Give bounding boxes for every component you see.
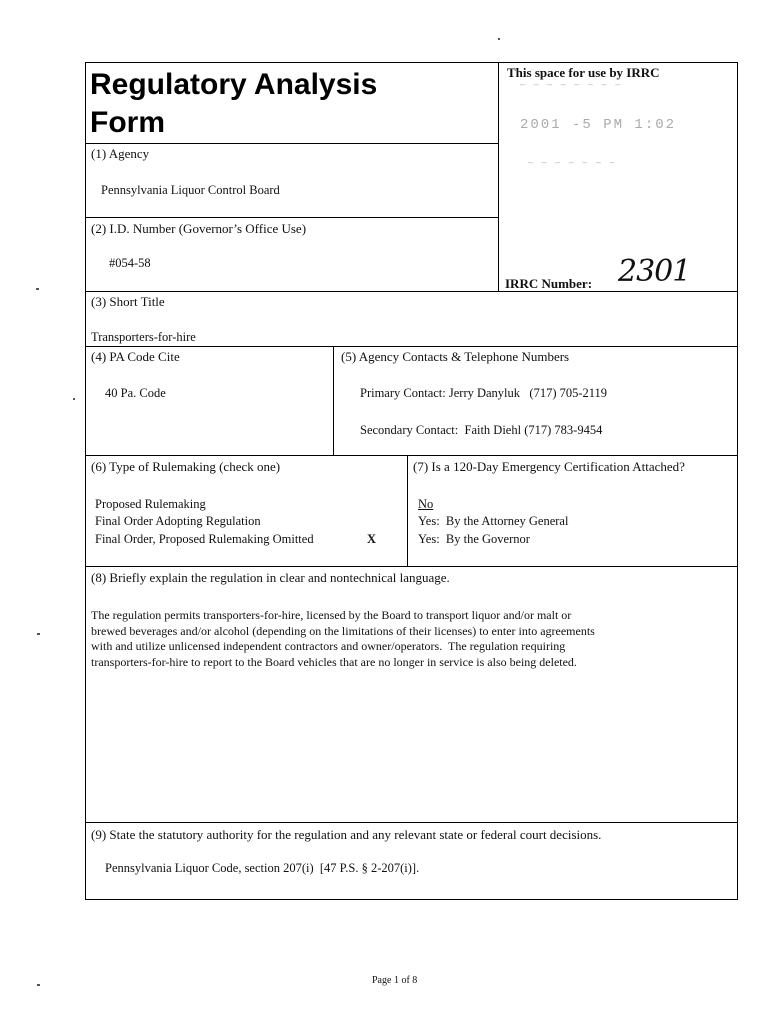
agency-label: (1) Agency [91,146,150,161]
contacts-label: (5) Agency Contacts & Telephone Numbers [341,349,570,364]
explain-line-1: The regulation permits transporters-for-hire, licensed by the Board to transport liquor and/or malt or [91,608,572,622]
emergency-yes-attorney-general: Yes: By the Attorney General [418,514,569,528]
explain-line-4: transporters-for-hire to report to the Board vehicles that are no longer in service is also being deleted. [91,654,577,669]
code-cite-value: 40 Pa. Code [105,386,166,400]
received-stamp-line2: 2001 -5 PM 1:02 [520,117,677,133]
emergency-no: No [418,497,434,511]
explain-label: (8) Briefly explain the regulation in clear and nontechnical language. [91,570,450,585]
irrc-header: This space for use by IRRC [507,65,660,80]
emergency-label: (7) Is a 120-Day Emergency Certification Attached? [413,459,685,474]
form-title-line1: Regulatory Analysis [90,68,378,101]
scan-speck [36,288,39,290]
page-number: Page 1 of 8 [372,975,418,986]
scan-speck [37,633,40,635]
primary-contact: Primary Contact: Jerry Danyluk (717) 705-2119 [360,386,608,400]
short-title-label: (3) Short Title [91,294,165,309]
rulemaking-option-final-omitted: Final Order, Proposed Rulemaking Omitted [95,532,314,546]
explain-line-3: with and utilize unlicensed independent contractors and owner/operators. The regulation requiring [91,639,566,653]
code-cite-label: (4) PA Code Cite [91,349,180,364]
form-title [90,66,377,142]
emergency-yes-governor: Yes: By the Governor [418,532,530,546]
rulemaking-option-final-adopting: Final Order Adopting Regulation [95,514,261,528]
explain-paragraph [91,608,731,670]
irrc-number-handwritten: 2301 [618,254,691,289]
authority-label: (9) State the statutory authority for the regulation and any relevant state or federal court decisions. [91,827,602,842]
agency-value: Pennsylvania Liquor Control Board [101,183,280,197]
received-stamp-line3: — — — — — — — [528,159,617,168]
rulemaking-label: (6) Type of Rulemaking (check one) [91,459,281,474]
id-number-label: (2) I.D. Number (Governor’s Office Use) [91,221,307,236]
id-number-value: #054-58 [109,256,151,270]
scan-speck [37,984,40,986]
received-stamp-line1: — — — — — — — — [520,81,623,90]
form-title-line2: Form [90,106,165,139]
rulemaking-option-proposed: Proposed Rulemaking [95,497,206,511]
short-title-value: Transporters-for-hire [91,330,196,344]
irrc-number-label: IRRC Number: [505,276,593,291]
rulemaking-check-mark: X [367,532,377,546]
scan-speck [498,38,500,40]
scan-speck [73,398,75,400]
secondary-contact: Secondary Contact: Faith Diehl (717) 783-9454 [360,423,603,437]
authority-value: Pennsylvania Liquor Code, section 207(i) [47 P.S. § 2-207(i)]. [105,861,420,875]
explain-line-2: brewed beverages and/or alcohol (depending on the limitations of their licenses) to enter into agreements [91,623,595,638]
